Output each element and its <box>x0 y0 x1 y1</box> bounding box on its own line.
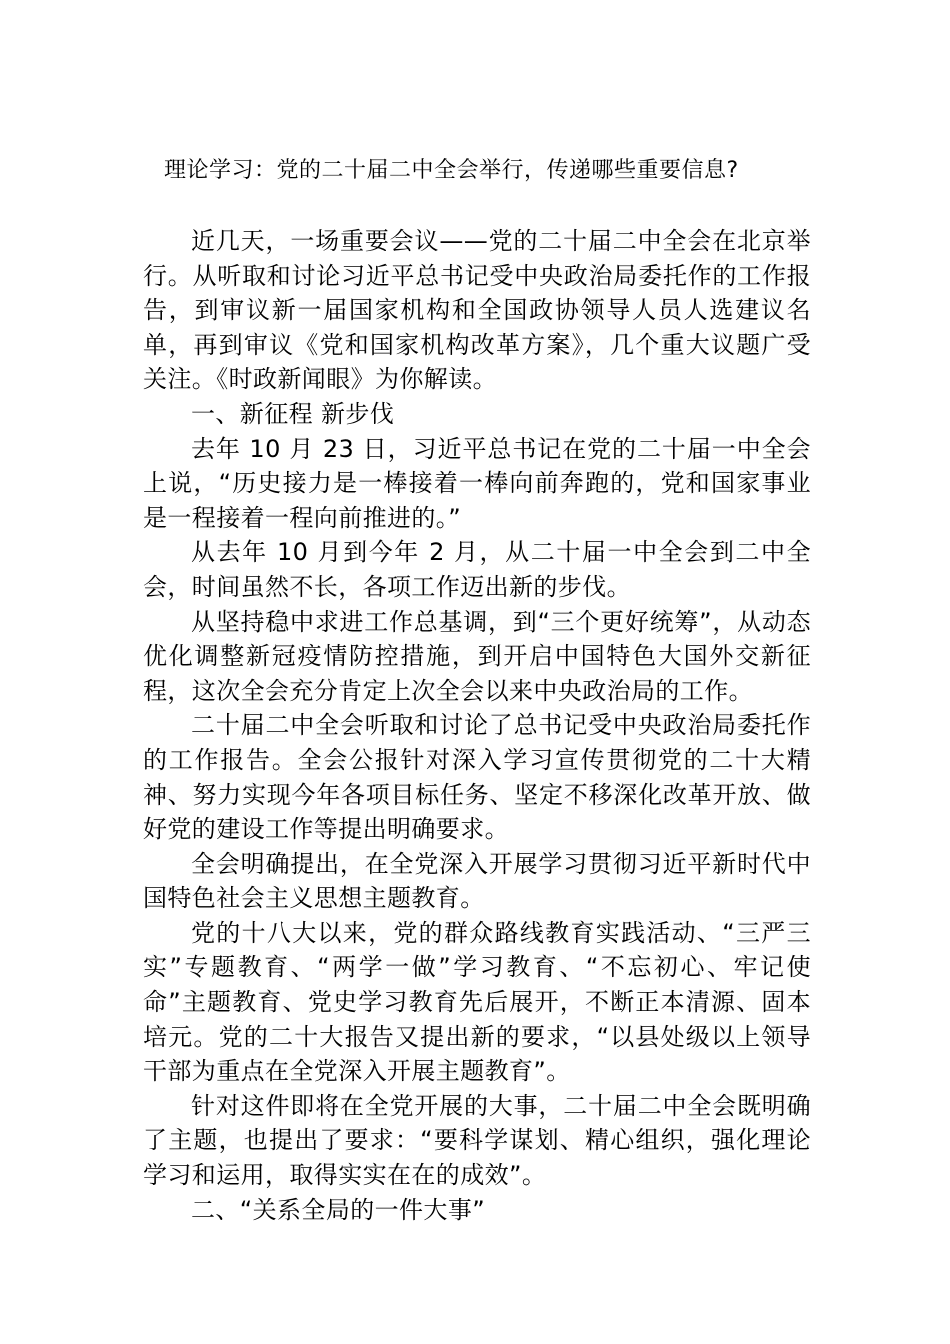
section-heading-1: 一、新征程 新步伐 <box>191 399 395 428</box>
section-heading-2: 二、“关系全局的一件大事” <box>191 1195 486 1224</box>
document-title: 理论学习：党的二十届二中全会举行，传递哪些重要信息? <box>164 158 739 183</box>
paragraph: 全会明确提出，在全党深入开展学习贯彻习近平新时代中国特色社会主义思想主题教育。 <box>143 849 811 913</box>
paragraph: 针对这件即将在全党开展的大事，二十届二中全会既明确了主题，也提出了要求：“要科学谋划、精心组织，强化理论学习和运用，取得实实在在的成效”。 <box>143 1091 811 1190</box>
document-body <box>143 224 811 1227</box>
paragraph: 去年 10 月 23 日，习近平总书记在党的二十届一中全会上说，“历史接力是一棒接着一棒向前奔跑的，党和国家事业是一程接着一程向前推进的。” <box>143 434 811 532</box>
paragraph: 从去年 10 月到今年 2 月，从二十届一中全会到二中全会，时间虽然不长，各项工作迈出新的步伐。 <box>143 538 811 601</box>
paragraph: 二十届二中全会听取和讨论了总书记受中央政治局委托作的工作报告。全会公报针对深入学习宣传贯彻党的二十大精神、努力实现今年各项目标任务、坚定不移深化改革开放、做好党的建设工作等提出明确要求。 <box>143 711 811 844</box>
paragraph: 党的十八大以来，党的群众路线教育实践活动、“三严三实”专题教育、“两学一做”学习教育、“不忘初心、牢记使命”主题教育、党史学习教育先后展开，不断正本清源、固本培元。党的二十大报告又提出新的要求，“以县处级以上领导干部为重点在全党深入开展主题教育”。 <box>143 918 811 1086</box>
paragraph-intro: 近几天，一场重要会议——党的二十届二中全会在北京举行。从听取和讨论习近平总书记受中央政治局委托作的工作报告，到审议新一届国家机构和全国政协领导人员人选建议名单，再到审议《党和国家机构改革方案》，几个重大议题广受关注。《时政新闻眼》为你解读。 <box>143 227 811 394</box>
paragraph: 从坚持稳中求进工作总基调，到“三个更好统筹”，从动态优化调整新冠疫情防控措施，到开启中国特色大国外交新征程，这次全会充分肯定上次全会以来中央政治局的工作。 <box>143 607 811 705</box>
